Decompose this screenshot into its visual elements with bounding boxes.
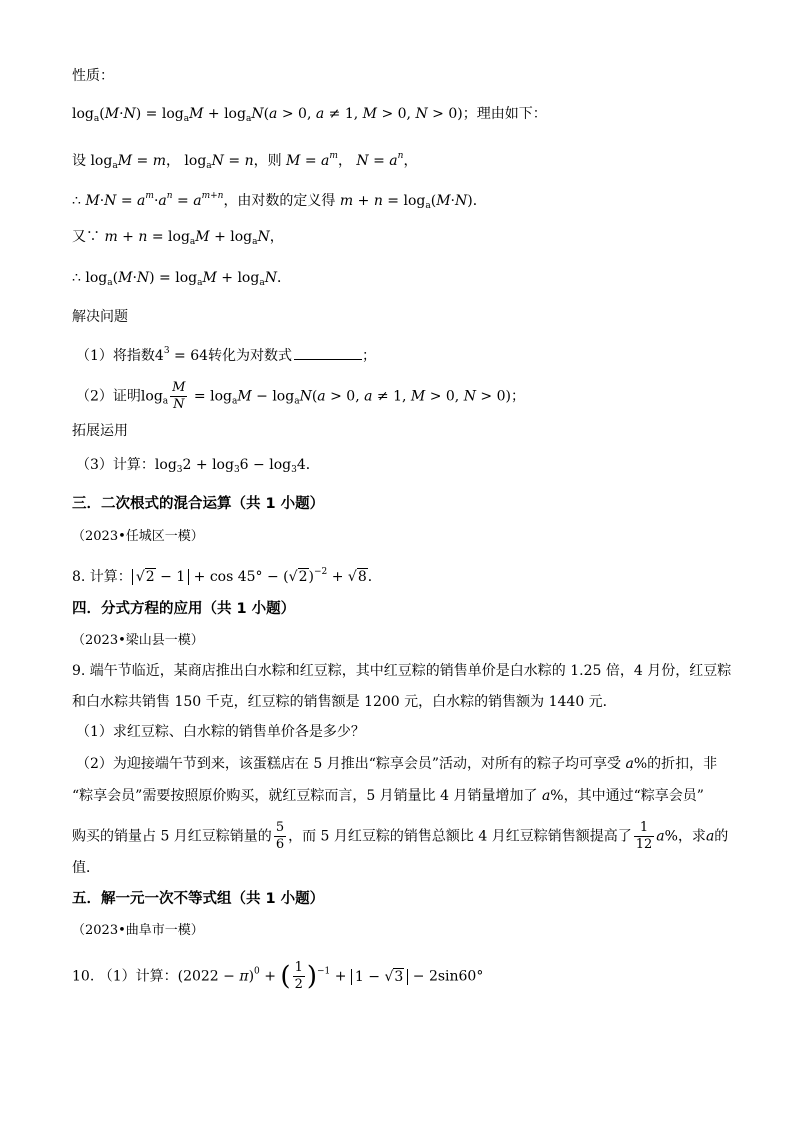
q10-prefix: 10. （1）计算： (72, 968, 178, 985)
question-3: （3）计算：$\log_32 + \log_36 - \log_34$． (76, 457, 320, 475)
q9-4d: 的 (714, 828, 729, 845)
fraction-m-over-n: $\frac{M}{N}$ (172, 380, 186, 412)
line-assume: 设 $\log_aM = m$， $\log_aN = n$，则 $M = a^m$， $N = a^n$， (72, 151, 418, 171)
source-9: （2023•梁山县一模） (72, 633, 204, 648)
q9-line-5: 值． (72, 860, 100, 876)
text-she: 设 (72, 153, 86, 169)
formula-log-product: $\log_a(M\cdot N) = \log_aM + \log_aN(a > 0$, a ≠ 1, M > 0, N > 0)；理由如下： (72, 106, 547, 124)
reason-suffix: ；理由如下： (462, 106, 547, 122)
fraction-1-12: $\frac{1}{12}$ (635, 820, 653, 852)
text-xingzhi: 性质： (72, 68, 114, 84)
q9-sub-1: （1）求红豆粽、白水粽的销售单价各是多少？ (76, 724, 365, 740)
q1-end: ； (362, 348, 377, 364)
q9-4a: 购买的销量占 5 月红豆粽销量的 (72, 828, 272, 845)
q8-prefix: 8. 计算： (72, 569, 132, 585)
fraction-1-2: $\frac{1}{2}$ (294, 960, 303, 992)
answer-blank (294, 345, 362, 360)
source-8: （2023•任城区一模） (72, 529, 204, 544)
question-10: 10. （1）计算：$(2022 - \pi)^0$ + ( $\frac{1}{2}$ )$^{-1}$ + 1 − √3 − 2sin60° (72, 960, 484, 992)
q9-line-3: “粽享会员”需要按照原价购买，就红豆粽而言，5 月销量比 4 月销量增加了 a%，其中通过“粽享会员” (72, 788, 704, 804)
question-8: 8. 计算： $√2 - 1 + \cos 45^\circ - (√2)^{-2} + √8$． (72, 567, 382, 585)
fraction-5-6: $\frac{5}{6}$ (275, 820, 285, 852)
q9-line-4: 购买的销量占 5 月红豆粽销量的 $\frac{5}{6}$ ，而 5 月红豆粽的销售总额比 4 月红豆粽销售额提高了 $\frac{1}{12}$ a%，求a的 (72, 820, 729, 852)
q9-2b: 的折扣，非 (647, 756, 718, 772)
q1-prefix: （1）将指数 (76, 348, 155, 364)
text-by-def: ，由对数的定义得 (223, 193, 336, 209)
q9-4b: ，而 5 月红豆粽的销售总额比 4 月红豆粽销售额提高了 (288, 828, 632, 845)
q9-3b: ，其中通过“粽享会员” (563, 788, 704, 804)
section-4-heading: 四．分式方程的应用（共 1 小题） (72, 601, 296, 617)
section-5-heading: 五．解一元一次不等式组（共 1 小题） (72, 891, 325, 907)
q9-line-1: 9. 端午节临近，某商店推出白水粽和红豆粽，其中红豆粽的销售单价是白水粽的 1.25 倍，4 月份，红豆粽 (72, 663, 732, 679)
question-1: （1）将指数$4^3 = 64$转化为对数式 ； (76, 346, 377, 364)
question-2: （2）证明$\log_a$ $\frac{M}{N}$ = $\log_aM - \log_aN(a > 0$, a ≠ 1, M > 0, N > 0)； (76, 380, 525, 412)
q9-4c: ，求 (677, 828, 706, 845)
q9-line-2: 和白水粽共销售 150 千克，红豆粽的销售额是 1200 元，白水粽的销售额为 1440 元． (72, 694, 617, 710)
text-tuozhan: 拓展运用 (72, 423, 128, 439)
q2-prefix: （2）证明 (76, 388, 141, 405)
q9-3a: “粽享会员”需要按照原价购买，就红豆粽而言，5 月销量比 4 月销量增加了 (72, 788, 538, 804)
q3-prefix: （3）计算： (76, 457, 155, 473)
line-conclusion: ∴ $\log_a(M\cdot N) = \log_aM + \log_aN$． (72, 270, 291, 288)
q9-sub-2: （2）为迎接端午节到来，该蛋糕店在 5 月推出“粽享会员”活动，对所有的粽子均可享受 a%的折扣，非 (76, 756, 718, 772)
text-ze: ，则 (253, 153, 282, 169)
line-deduce: ∴ $M\cdot N = a^m\cdot a^n = a^{m+n}$，由对数的定义得 $m + n = \log_a(M\cdot N)$． (72, 191, 487, 211)
text-you: 又∵ (72, 229, 100, 245)
text-therefore: ∴ (72, 270, 81, 286)
section-3-heading: 三．二次根式的混合运算（共 1 小题） (72, 496, 325, 512)
text-jiejue: 解决问题 (72, 309, 128, 325)
q9-2a: （2）为迎接端午节到来，该蛋糕店在 5 月推出“粽享会员”活动，对所有的粽子均可享受 (76, 756, 622, 772)
line-also: 又∵ $m + n = \log_aM + \log_aN$， (72, 229, 284, 247)
source-10: （2023•曲阜市一模） (72, 923, 204, 938)
q1-mid: 转化为对数式 (208, 348, 293, 364)
